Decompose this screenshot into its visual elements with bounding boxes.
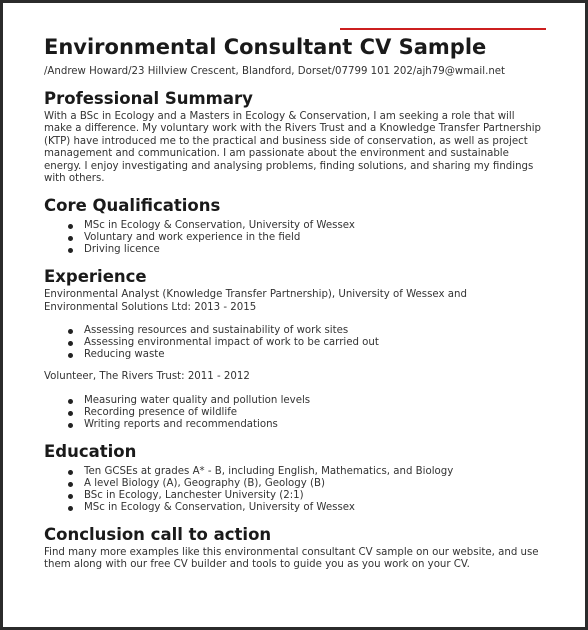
list-item: Ten GCSEs at grades A* - B, including English, Mathematics, and Biology [84,466,544,478]
list-item: A level Biology (A), Geography (B), Geology (B) [84,478,544,490]
conclusion-text: Find many more examples like this environmental consultant CV sample on our website, and use them along with our free CV builder and tools to guide you as you work on your CV. [44,546,539,571]
education-list [44,466,544,514]
list-item: Recording presence of wildlife [84,407,544,419]
education-heading: Education [44,441,137,461]
summary-text: With a BSc in Ecology and a Masters in Ecology & Conservation, I am seeking a role that will make a difference. My voluntary work with the Rivers Trust and a Knowledge Transfer Partnership (KTP) have introduced me to the practical and business side of conservation, as well as project management and communication. I am passionate about the environment and sustainable energy. I enjoy investigating and analysing problems, finding solutions, and sharing my findings with others. [44,111,542,185]
job-duties-list [44,325,544,361]
qualifications-list [44,220,544,256]
list-item: Writing reports and recommendations [84,419,544,431]
contact-details: /Andrew Howard/23 Hillview Crescent, Blandford, Dorset/07799 101 202/ajh79@wmail.net [44,66,506,77]
list-item: BSc in Ecology, Lanchester University (2:1) [84,490,544,502]
cv-document [44,14,544,571]
list-item: MSc in Ecology & Conservation, University of Wessex [84,502,544,514]
job-title: Volunteer, The Rivers Trust: 2011 - 2012 [44,371,250,383]
list-item: Measuring water quality and pollution levels [84,395,544,407]
list-item: Voluntary and work experience in the field [84,232,544,244]
job-duties-list [44,395,544,431]
page-title: Environmental Consultant CV Sample [44,35,487,59]
summary-heading: Professional Summary [44,89,253,108]
list-item: Assessing environmental impact of work to be carried out [84,337,544,349]
conclusion-heading: Conclusion call to action [44,524,272,544]
list-item: Assessing resources and sustainability of work sites [84,325,544,337]
list-item: MSc in Ecology & Conservation, University of Wessex [84,220,544,232]
experience-heading: Experience [44,267,147,287]
list-item: Reducing waste [84,349,544,361]
job-title: Environmental Analyst (Knowledge Transfer Partnership), University of Wessex and Environmental Solutions Ltd: 2013 - 2015 [44,289,467,313]
qualifications-heading: Core Qualifications [44,196,221,216]
list-item: Driving licence [84,244,544,256]
